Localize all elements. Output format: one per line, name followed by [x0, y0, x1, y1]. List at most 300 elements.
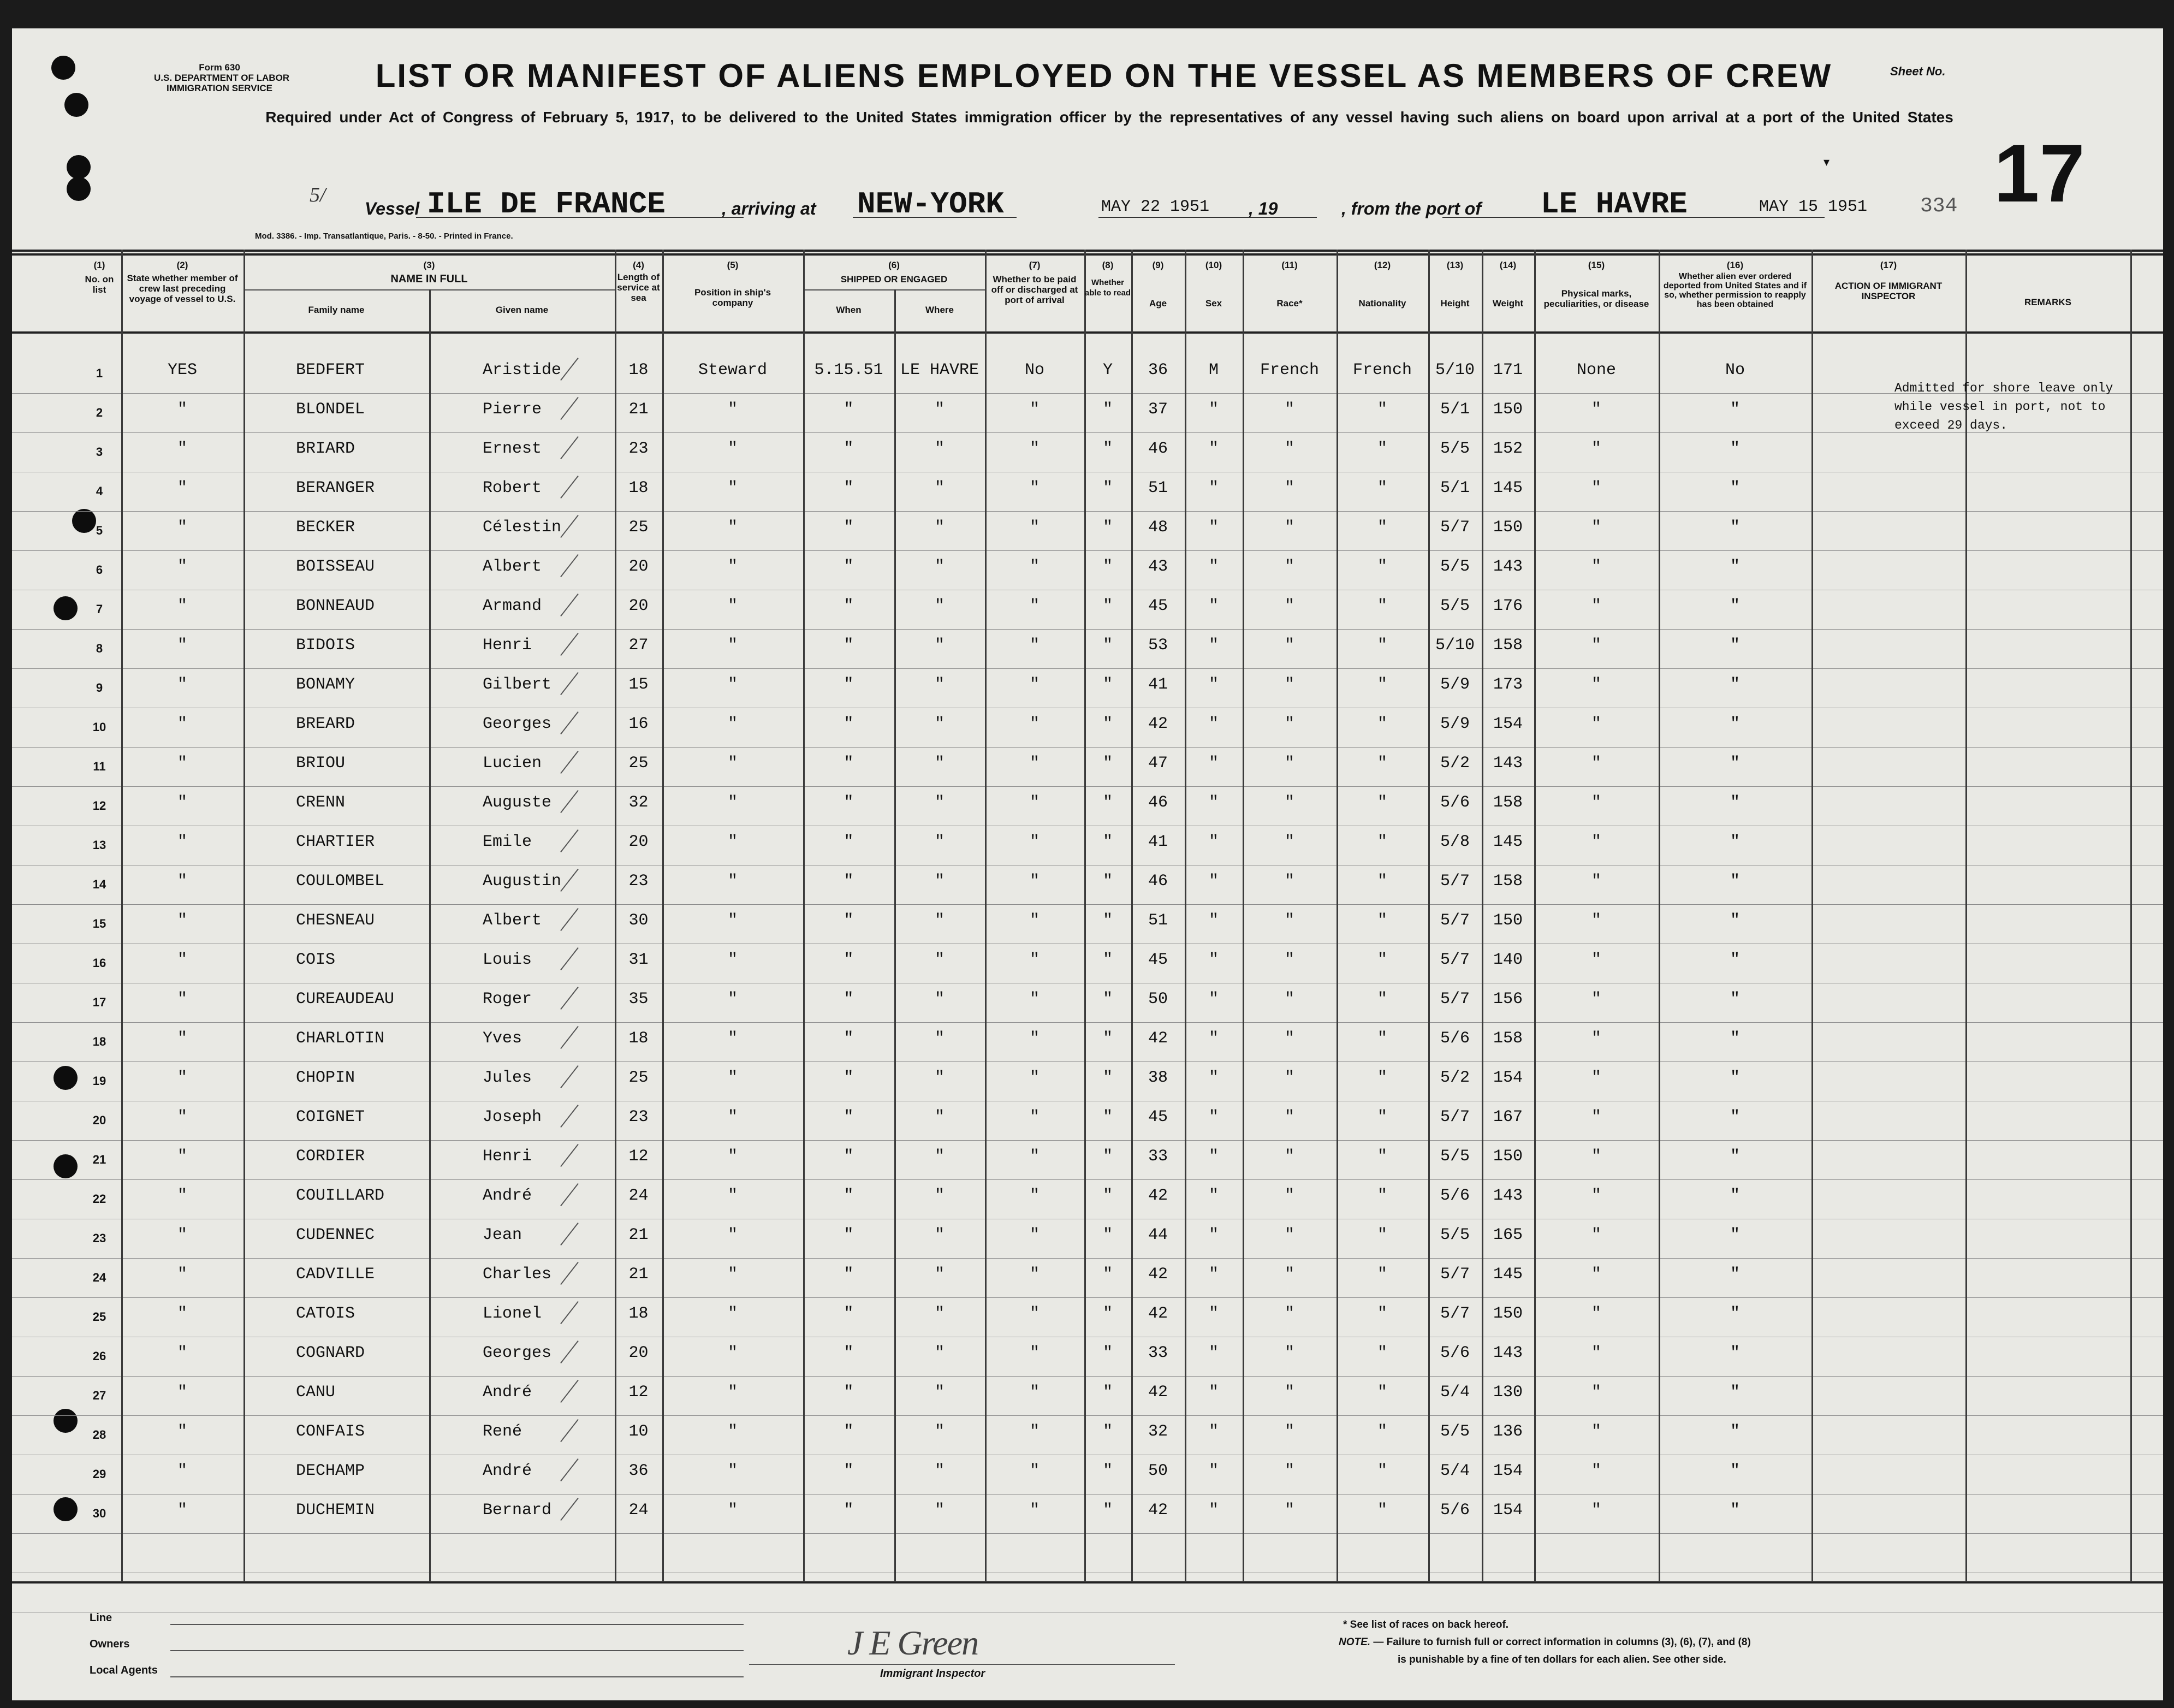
previous-voyage-cell: " — [177, 1147, 187, 1166]
race-cell: French — [1260, 361, 1320, 379]
height-cell: 5/4 — [1440, 1462, 1470, 1480]
crew-row — [12, 940, 2163, 980]
height-cell: 5/1 — [1440, 479, 1470, 497]
sex-cell: " — [1208, 951, 1219, 969]
paid-off-cell: " — [1029, 1069, 1040, 1087]
race-cell: " — [1284, 1265, 1294, 1284]
race-cell: " — [1284, 833, 1294, 851]
physical-marks-cell: " — [1591, 1108, 1601, 1126]
race-cell: " — [1284, 1304, 1294, 1323]
races-note: * See list of races on back hereof. — [1343, 1619, 1509, 1630]
previous-voyage-cell: " — [177, 715, 187, 733]
crew-row — [12, 1451, 2163, 1491]
age-cell: 45 — [1148, 597, 1168, 615]
age-cell: 42 — [1148, 1265, 1168, 1284]
sex-cell: " — [1208, 833, 1219, 851]
height-cell: 5/6 — [1440, 793, 1470, 812]
able-to-read-cell: " — [1102, 440, 1113, 458]
row-number: 12 — [92, 799, 106, 813]
crew-row — [12, 1058, 2163, 1098]
weight-cell: 143 — [1493, 1344, 1523, 1362]
able-to-read-cell: " — [1102, 1383, 1113, 1402]
sex-cell: " — [1208, 1226, 1219, 1244]
nationality-cell: " — [1377, 1265, 1387, 1284]
deported-cell: No — [1725, 361, 1745, 379]
physical-marks-cell: " — [1591, 558, 1601, 576]
vessel-name: ILE DE FRANCE — [427, 187, 666, 222]
shipped-where-cell: " — [934, 636, 945, 655]
sex-cell: " — [1208, 479, 1219, 497]
height-cell: 5/4 — [1440, 1383, 1470, 1402]
sex-cell: " — [1208, 1344, 1219, 1362]
shipped-when-cell: " — [844, 951, 854, 969]
row-number: 9 — [96, 681, 103, 695]
weight-cell: 150 — [1493, 911, 1523, 930]
service-length-cell: 31 — [628, 951, 649, 969]
previous-voyage-cell: " — [177, 400, 187, 419]
physical-marks-cell: " — [1591, 1147, 1601, 1166]
race-cell: " — [1284, 1344, 1294, 1362]
shipped-when-cell: " — [844, 1344, 854, 1362]
sex-cell: " — [1208, 675, 1219, 694]
physical-marks-cell: " — [1591, 1187, 1601, 1205]
nationality-cell: " — [1377, 518, 1387, 537]
row-number: 5 — [96, 524, 103, 537]
family-name-cell: CATOIS — [296, 1304, 355, 1323]
physical-marks-cell: None — [1576, 361, 1616, 379]
department-name: U.S. DEPARTMENT OF LABOR — [154, 73, 290, 83]
race-cell: " — [1284, 440, 1294, 458]
weight-cell: 136 — [1493, 1422, 1523, 1441]
position-cell: " — [727, 597, 738, 615]
crew-row — [12, 468, 2163, 508]
row-number: 27 — [92, 1389, 106, 1402]
sex-cell: " — [1208, 1265, 1219, 1284]
paid-off-cell: " — [1029, 1029, 1040, 1048]
previous-voyage-cell: " — [177, 754, 187, 773]
paid-off-cell: " — [1029, 400, 1040, 419]
inspector-signature: J E Green — [847, 1623, 978, 1662]
weight-cell: 154 — [1493, 1501, 1523, 1520]
family-name-cell: BRIOU — [296, 754, 346, 773]
nationality-cell: " — [1377, 1187, 1387, 1205]
deported-cell: " — [1730, 1462, 1740, 1480]
shipped-when-cell: " — [844, 597, 854, 615]
race-cell: " — [1284, 1187, 1294, 1205]
nationality-cell: " — [1377, 1462, 1387, 1480]
able-to-read-cell: " — [1102, 518, 1113, 537]
given-name-cell: Célestin — [483, 518, 562, 537]
crew-row — [12, 783, 2163, 822]
given-name-cell: Louis — [483, 951, 532, 969]
col3-heading: NAME IN FULL — [390, 273, 468, 285]
crew-row — [12, 1176, 2163, 1215]
crew-row — [12, 508, 2163, 547]
service-length-cell: 10 — [628, 1422, 649, 1441]
previous-voyage-cell: " — [177, 1344, 187, 1362]
given-name-cell: Roger — [483, 990, 532, 1009]
previous-voyage-cell: " — [177, 440, 187, 458]
able-to-read-cell: Y — [1102, 361, 1113, 379]
form-identifier — [154, 62, 290, 93]
paid-off-cell: " — [1029, 479, 1040, 497]
age-cell: 42 — [1148, 1304, 1168, 1323]
weight-cell: 173 — [1493, 675, 1523, 694]
position-cell: " — [727, 1422, 738, 1441]
previous-voyage-cell: " — [177, 1304, 187, 1323]
paid-off-cell: " — [1029, 1344, 1040, 1362]
physical-marks-cell: " — [1591, 715, 1601, 733]
arrival-date: MAY 22 1951 — [1101, 198, 1210, 216]
crew-row — [12, 704, 2163, 744]
given-name-cell: Georges — [483, 1344, 552, 1362]
departure-date: MAY 15 1951 — [1759, 198, 1868, 216]
age-cell: 38 — [1148, 1069, 1168, 1087]
physical-marks-cell: " — [1591, 990, 1601, 1009]
weight-cell: 158 — [1493, 872, 1523, 891]
col7-number: (7) — [1029, 260, 1041, 270]
underline — [1442, 217, 1825, 218]
age-cell: 48 — [1148, 518, 1168, 537]
physical-marks-cell: " — [1591, 793, 1601, 812]
legal-subtitle: Required under Act of Congress of February 5, 1917, to be delivered to the United States immigration officer by the representatives of any vessel having such aliens on board upon arrival at a port of the United States — [265, 109, 1953, 126]
family-name-cell: BEDFERT — [296, 361, 365, 379]
race-cell: " — [1284, 872, 1294, 891]
given-name-cell: André — [483, 1383, 532, 1402]
nationality-cell: French — [1352, 361, 1412, 379]
previous-voyage-cell: " — [177, 951, 187, 969]
height-cell: 5/7 — [1440, 1304, 1470, 1323]
shipped-when-cell: " — [844, 1187, 854, 1205]
deported-cell: " — [1730, 1383, 1740, 1402]
position-cell: " — [727, 1187, 738, 1205]
shipped-where-cell: " — [934, 715, 945, 733]
previous-voyage-cell: " — [177, 636, 187, 655]
age-cell: 51 — [1148, 911, 1168, 930]
shipped-where-cell: " — [934, 518, 945, 537]
able-to-read-cell: " — [1102, 872, 1113, 891]
previous-voyage-cell: " — [177, 872, 187, 891]
paid-off-cell: " — [1029, 1108, 1040, 1126]
shipped-where-cell: " — [934, 990, 945, 1009]
height-cell: 5/2 — [1440, 1069, 1470, 1087]
height-cell: 5/5 — [1440, 1422, 1470, 1441]
physical-marks-cell: " — [1591, 440, 1601, 458]
shipped-where-cell: " — [934, 833, 945, 851]
crew-row — [12, 665, 2163, 704]
physical-marks-cell: " — [1591, 1029, 1601, 1048]
shipped-when-cell: " — [844, 479, 854, 497]
deported-cell: " — [1730, 833, 1740, 851]
deported-cell: " — [1730, 1265, 1740, 1284]
shipped-where-cell: " — [934, 440, 945, 458]
race-cell: " — [1284, 597, 1294, 615]
physical-marks-cell: " — [1591, 518, 1601, 537]
sex-cell: M — [1208, 361, 1219, 379]
shipped-when-cell: " — [844, 1029, 854, 1048]
row-number: 21 — [92, 1153, 106, 1166]
family-name-cell: DECHAMP — [296, 1462, 365, 1480]
sex-cell: " — [1208, 518, 1219, 537]
race-cell: " — [1284, 636, 1294, 655]
col3b-heading: Given name — [495, 305, 549, 315]
document-title: LIST OR MANIFEST OF ALIENS EMPLOYED ON THE VESSEL AS MEMBERS OF CREW — [375, 57, 1833, 94]
able-to-read-cell: " — [1102, 636, 1113, 655]
crew-row — [12, 429, 2163, 468]
deported-cell: " — [1730, 793, 1740, 812]
underline — [1098, 217, 1317, 218]
physical-marks-cell: " — [1591, 1462, 1601, 1480]
row-number: 18 — [92, 1035, 106, 1048]
service-length-cell: 20 — [628, 558, 649, 576]
physical-marks-cell: " — [1591, 597, 1601, 615]
deported-cell: " — [1730, 1344, 1740, 1362]
nationality-cell: " — [1377, 440, 1387, 458]
col2-heading: State whether member of crew last preceding voyage of vessel to U.S. — [127, 273, 238, 304]
family-name-cell: CUREAUDEAU — [296, 990, 395, 1009]
able-to-read-cell: " — [1102, 1147, 1113, 1166]
position-cell: " — [727, 833, 738, 851]
paid-off-cell: " — [1029, 675, 1040, 694]
col10-heading: Sex — [1205, 298, 1222, 309]
previous-voyage-cell: " — [177, 1265, 187, 1284]
height-cell: 5/7 — [1440, 990, 1470, 1009]
race-cell: " — [1284, 911, 1294, 930]
weight-cell: 165 — [1493, 1226, 1523, 1244]
vessel-line — [318, 187, 2010, 220]
line-rule — [170, 1624, 744, 1625]
able-to-read-cell: " — [1102, 911, 1113, 930]
col4-number: (4) — [633, 260, 644, 270]
given-name-cell: Robert — [483, 479, 542, 497]
able-to-read-cell: " — [1102, 1462, 1113, 1480]
able-to-read-cell: " — [1102, 1108, 1113, 1126]
given-name-cell: Georges — [483, 715, 552, 733]
position-cell: " — [727, 754, 738, 773]
sex-cell: " — [1208, 1462, 1219, 1480]
physical-marks-cell: " — [1591, 675, 1601, 694]
sex-cell: " — [1208, 1383, 1219, 1402]
height-cell: 5/7 — [1440, 951, 1470, 969]
service-length-cell: 35 — [628, 990, 649, 1009]
crew-row — [12, 1294, 2163, 1333]
col2-number: (2) — [176, 260, 188, 270]
position-cell: " — [727, 872, 738, 891]
able-to-read-cell: " — [1102, 1501, 1113, 1520]
physical-marks-cell: " — [1591, 400, 1601, 419]
paid-off-cell: " — [1029, 636, 1040, 655]
physical-marks-cell: " — [1591, 1383, 1601, 1402]
nationality-cell: " — [1377, 1501, 1387, 1520]
height-cell: 5/5 — [1440, 1226, 1470, 1244]
family-name-cell: CHARTIER — [296, 833, 375, 851]
table-bottom-rule — [12, 1581, 2163, 1584]
nationality-cell: " — [1377, 1029, 1387, 1048]
height-cell: 5/5 — [1440, 597, 1470, 615]
punch-hole — [67, 155, 91, 179]
underline — [853, 217, 1017, 218]
position-cell: " — [727, 911, 738, 930]
crew-row — [12, 351, 2163, 390]
given-name-cell: Lionel — [483, 1304, 542, 1323]
able-to-read-cell: " — [1102, 1069, 1113, 1087]
shipped-where-cell: " — [934, 1462, 945, 1480]
height-cell: 5/6 — [1440, 1501, 1470, 1520]
paid-off-cell: " — [1029, 1304, 1040, 1323]
family-name-cell: CONFAIS — [296, 1422, 365, 1441]
nationality-cell: " — [1377, 558, 1387, 576]
deported-cell: " — [1730, 911, 1740, 930]
family-name-cell: BREARD — [296, 715, 355, 733]
deported-cell: " — [1730, 1226, 1740, 1244]
given-name-cell: Jean — [483, 1226, 522, 1244]
arrival-port: NEW-YORK — [857, 187, 1004, 222]
service-length-cell: 24 — [628, 1501, 649, 1520]
family-name-cell: COGNARD — [296, 1344, 365, 1362]
paid-off-cell: " — [1029, 990, 1040, 1009]
service-name: IMMIGRATION SERVICE — [167, 83, 272, 93]
previous-voyage-cell: " — [177, 1029, 187, 1048]
able-to-read-cell: " — [1102, 400, 1113, 419]
family-name-cell: BOISSEAU — [296, 558, 375, 576]
crew-row — [12, 862, 2163, 901]
service-length-cell: 23 — [628, 1108, 649, 1126]
age-cell: 37 — [1148, 400, 1168, 419]
nationality-cell: " — [1377, 1226, 1387, 1244]
local-agents-label: Local Agents — [90, 1664, 158, 1676]
previous-voyage-cell: " — [177, 990, 187, 1009]
race-cell: " — [1284, 715, 1294, 733]
position-cell: " — [727, 715, 738, 733]
race-cell: " — [1284, 1226, 1294, 1244]
given-name-cell: René — [483, 1422, 522, 1441]
deported-cell: " — [1730, 872, 1740, 891]
shipped-when-cell: " — [844, 793, 854, 812]
service-length-cell: 32 — [628, 793, 649, 812]
crew-row — [12, 586, 2163, 626]
inspector-remark: Admitted for shore leave only while vessel in port, not to exceed 29 days. — [1894, 381, 2113, 432]
row-number: 10 — [92, 720, 106, 734]
shipped-when-cell: " — [844, 1422, 854, 1441]
deported-cell: " — [1730, 440, 1740, 458]
row-number: 17 — [92, 995, 106, 1009]
row-number: 20 — [92, 1113, 106, 1127]
given-name-cell: Augustin — [483, 872, 562, 891]
nationality-cell: " — [1377, 1344, 1387, 1362]
previous-voyage-cell: " — [177, 793, 187, 812]
physical-marks-cell: " — [1591, 911, 1601, 930]
sex-cell: " — [1208, 1422, 1219, 1441]
nationality-cell: " — [1377, 597, 1387, 615]
weight-cell: 130 — [1493, 1383, 1523, 1402]
height-cell: 5/7 — [1440, 518, 1470, 537]
position-cell: Steward — [698, 361, 768, 379]
physical-marks-cell: " — [1591, 1501, 1601, 1520]
able-to-read-cell: " — [1102, 1226, 1113, 1244]
vessel-label: Vessel — [365, 199, 420, 218]
paid-off-cell: " — [1029, 793, 1040, 812]
age-cell: 46 — [1148, 440, 1168, 458]
given-name-cell: Yves — [483, 1029, 522, 1048]
col16-heading: Whether alien ever ordered deported from United States and if so, whether permission to reapply has been obtained — [1663, 272, 1807, 309]
age-cell: 33 — [1148, 1344, 1168, 1362]
col10-number: (10) — [1205, 260, 1222, 270]
family-name-cell: COULOMBEL — [296, 872, 385, 891]
shipped-where-cell: " — [934, 1226, 945, 1244]
able-to-read-cell: " — [1102, 833, 1113, 851]
age-cell: 44 — [1148, 1226, 1168, 1244]
previous-voyage-cell: " — [177, 833, 187, 851]
departure-port: LE HAVRE — [1541, 187, 1688, 222]
col8-heading: Whether able to read — [1084, 278, 1131, 298]
family-name-cell: CADVILLE — [296, 1265, 375, 1284]
age-cell: 53 — [1148, 636, 1168, 655]
age-cell: 41 — [1148, 675, 1168, 694]
previous-voyage-cell: " — [177, 1422, 187, 1441]
remarks-heading: REMARKS — [2024, 297, 2071, 307]
paid-off-cell: " — [1029, 440, 1040, 458]
family-name-cell: CRENN — [296, 793, 346, 812]
family-name-cell: CANU — [296, 1383, 336, 1402]
given-name-cell: Albert — [483, 558, 542, 576]
age-cell: 42 — [1148, 1187, 1168, 1205]
col15-number: (15) — [1588, 260, 1605, 270]
race-cell: " — [1284, 400, 1294, 419]
col11-heading: Race* — [1276, 298, 1303, 309]
family-name-cell: BECKER — [296, 518, 355, 537]
nationality-cell: " — [1377, 636, 1387, 655]
col6-heading: SHIPPED OR ENGAGED — [840, 274, 948, 284]
height-cell: 5/1 — [1440, 400, 1470, 419]
shipped-when-cell: " — [844, 754, 854, 773]
family-name-cell: COIGNET — [296, 1108, 365, 1126]
deported-cell: " — [1730, 1422, 1740, 1441]
nationality-cell: " — [1377, 911, 1387, 930]
row-number: 30 — [92, 1507, 106, 1520]
row-number: 26 — [92, 1349, 106, 1363]
col14-number: (14) — [1499, 260, 1517, 270]
service-length-cell: 20 — [628, 597, 649, 615]
age-cell: 50 — [1148, 990, 1168, 1009]
position-cell: " — [727, 1304, 738, 1323]
shipped-where-cell: " — [934, 400, 945, 419]
handwritten-mark: 5/ — [310, 183, 326, 206]
crew-row — [12, 1137, 2163, 1176]
paid-off-cell: " — [1029, 951, 1040, 969]
paid-off-cell: " — [1029, 558, 1040, 576]
position-cell: " — [727, 1501, 738, 1520]
crew-row — [12, 901, 2163, 940]
age-cell: 50 — [1148, 1462, 1168, 1480]
service-length-cell: 18 — [628, 1304, 649, 1323]
nationality-cell: " — [1377, 400, 1387, 419]
crew-row — [12, 1373, 2163, 1412]
shipped-where-cell: " — [934, 1029, 945, 1048]
position-cell: " — [727, 1108, 738, 1126]
shipped-when-cell: " — [844, 990, 854, 1009]
shipped-where-cell: " — [934, 479, 945, 497]
shipped-where-cell: " — [934, 597, 945, 615]
row-number: 19 — [92, 1074, 106, 1088]
family-name-cell: COUILLARD — [296, 1187, 385, 1205]
shipped-where-cell: LE HAVRE — [900, 361, 979, 379]
penalty-note — [1339, 1634, 1751, 1651]
shipped-where-cell: " — [934, 1265, 945, 1284]
deported-cell: " — [1730, 1069, 1740, 1087]
sex-cell: " — [1208, 1147, 1219, 1166]
given-name-cell: Henri — [483, 636, 532, 655]
crew-row — [12, 1215, 2163, 1255]
